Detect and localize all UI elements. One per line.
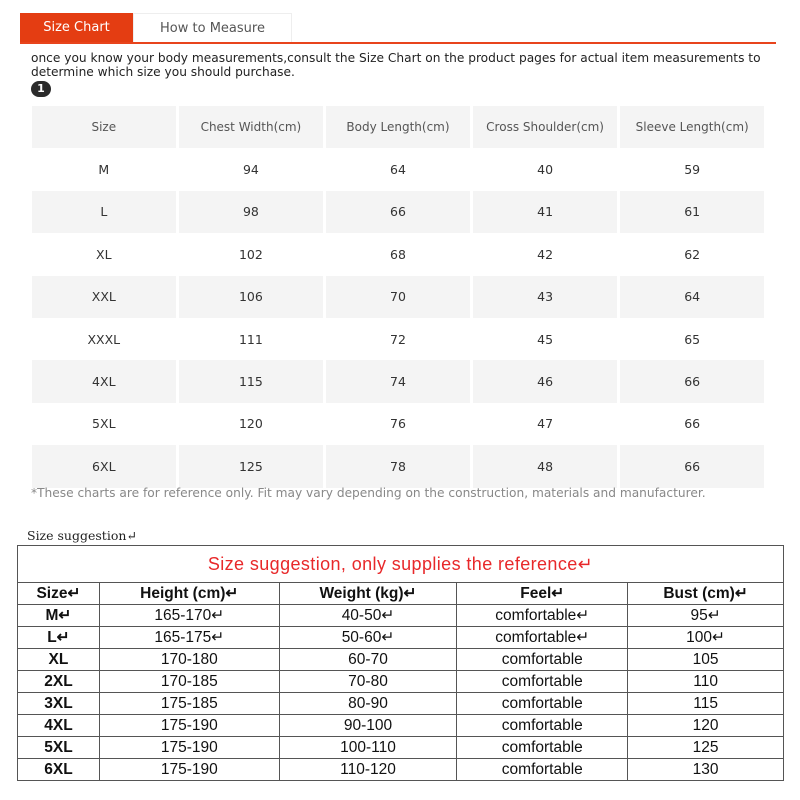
table-cell: 115 [628,693,784,715]
table-cell: 110 [628,671,784,693]
table-cell: 6XL [32,445,176,487]
column-header: Body Length(cm) [326,106,470,148]
table-title: Size suggestion, only supplies the reference↵ [18,546,784,583]
table-cell: 170-185 [99,671,279,693]
table-cell: 115 [179,360,323,402]
table-cell: 76 [390,416,406,432]
table-cell: comfortable [457,649,628,671]
tab-bar [20,13,776,44]
column-header: Size [32,106,176,148]
table-cell: 165-170↵ [99,605,279,627]
table-cell: 95↵ [628,605,784,627]
table-cell: 102 [238,246,263,262]
reference-footnote: *These charts are for reference only. Fit may vary depending on the construction, materials and manufacturer. [31,486,706,500]
table-cell: comfortable [457,759,628,781]
table-cell: 68 [390,246,406,262]
table-cell: 125 [628,737,784,759]
table-cell: 125 [179,445,323,487]
table-cell: 100-110 [279,737,457,759]
table-cell: comfortable↵ [457,605,628,627]
table-cell: 2XL [18,671,100,693]
table-cell: 111 [238,331,263,347]
table-cell: L↵ [18,627,100,649]
table-cell: 106 [179,276,323,318]
table-cell: 65 [684,331,701,347]
table-row [32,191,764,233]
table-row [18,649,784,671]
table-cell: 4XL [32,360,176,402]
table-cell: 42 [537,246,554,262]
table-cell: 90-100 [279,715,457,737]
intro-text: once you know your body measurements,consult the Size Chart on the product pages for actual item measurements to determine which size you should purchase. [31,51,761,79]
tab-size-chart[interactable]: Size Chart [20,13,133,42]
table-row [32,148,764,190]
table-cell: 66 [684,416,701,432]
column-header: Size↵ [18,583,100,605]
table-cell: 60-70 [279,649,457,671]
table-cell: 120 [628,715,784,737]
table-cell: 50-60↵ [279,627,457,649]
table-cell: 66 [620,445,764,487]
table-row [18,737,784,759]
table-cell: 48 [473,445,617,487]
table-cell: 3XL [18,693,100,715]
table-cell: M [98,162,110,178]
table-cell: 130 [628,759,784,781]
table-cell: 4XL [18,715,100,737]
table-cell: comfortable [457,715,628,737]
table-cell: 170-180 [99,649,279,671]
table-cell: 175-190 [99,737,279,759]
table-cell: 46 [473,360,617,402]
table-cell: 41 [473,191,617,233]
table-row [18,715,784,737]
table-cell: comfortable↵ [457,627,628,649]
table-cell: 62 [684,246,701,262]
table-cell: comfortable [457,693,628,715]
table-cell: 165-175↵ [99,627,279,649]
table-cell: 98 [179,191,323,233]
tab-how-to-measure[interactable]: How to Measure [133,13,292,42]
table-cell: 66 [326,191,470,233]
size-chart-table [32,106,764,488]
column-header: Sleeve Length(cm) [620,106,764,148]
column-header: Chest Width(cm) [179,106,323,148]
table-header-row [32,106,764,148]
table-cell: 94 [242,162,259,178]
table-cell: 105 [628,649,784,671]
table-cell: L [32,191,176,233]
table-cell: 72 [390,331,406,347]
size-suggestion-table [17,545,784,781]
table-row [32,233,764,275]
table-cell: 43 [473,276,617,318]
table-row [18,759,784,781]
table-cell: 47 [537,416,554,432]
table-cell: XXL [32,276,176,318]
table-cell: 78 [326,445,470,487]
column-header: Feel↵ [457,583,628,605]
table-row [32,276,764,318]
table-header-row [18,583,784,605]
table-cell: 66 [620,360,764,402]
table-row [18,605,784,627]
table-cell: 5XL [18,737,100,759]
table-row [18,693,784,715]
table-cell: 59 [684,162,701,178]
table-cell: 175-190 [99,715,279,737]
table-cell: 40 [537,162,554,178]
table-cell: 74 [326,360,470,402]
table-cell: 70-80 [279,671,457,693]
table-cell: XL [18,649,100,671]
table-cell: 120 [238,416,263,432]
table-row [32,360,764,402]
table-row [32,403,764,445]
table-cell: 40-50↵ [279,605,457,627]
column-header: Bust (cm)↵ [628,583,784,605]
table-cell: 100↵ [628,627,784,649]
column-header: Height (cm)↵ [99,583,279,605]
size-suggestion-label: Size suggestion↵ [27,528,137,543]
table-cell: 80-90 [279,693,457,715]
table-cell: 6XL [18,759,100,781]
table-cell: 64 [390,162,406,178]
table-cell: M↵ [18,605,100,627]
table-row [18,627,784,649]
table-cell: 110-120 [279,759,457,781]
table-cell: 61 [620,191,764,233]
column-header: Weight (kg)↵ [279,583,457,605]
table-cell: 175-190 [99,759,279,781]
table-row [32,318,764,360]
column-header: Cross Shoulder(cm) [473,106,617,148]
step-number-badge: 1 [31,81,51,97]
table-cell: 45 [537,331,554,347]
table-cell: 70 [326,276,470,318]
table-cell: 5XL [92,416,116,432]
table-row [18,671,784,693]
table-cell: 64 [620,276,764,318]
table-cell: XL [96,246,112,262]
table-cell: XXXL [87,331,121,347]
table-cell: 175-185 [99,693,279,715]
table-title-row [18,546,784,583]
table-cell: comfortable [457,737,628,759]
table-row [32,445,764,487]
table-cell: comfortable [457,671,628,693]
